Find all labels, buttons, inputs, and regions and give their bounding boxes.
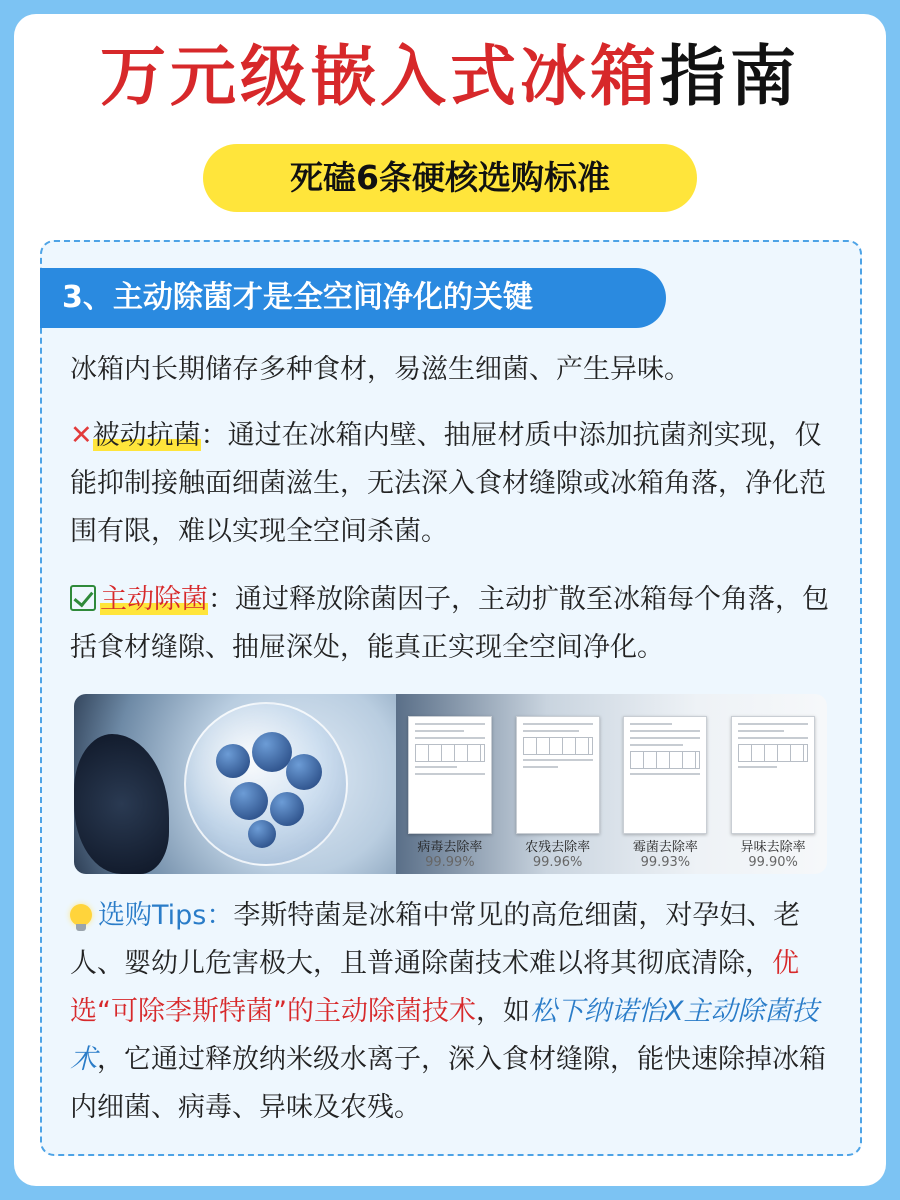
glass-sphere (184, 702, 348, 866)
passive-paragraph (70, 412, 840, 556)
report-card (407, 716, 493, 870)
report-value: 99.90% (748, 855, 798, 870)
active-text: 通过释放除菌因子，主动扩散至冰箱每个角落，包括食材缝隙、抽屉深处，能真正实现全空间净化。 (70, 584, 829, 663)
report-card (622, 716, 708, 870)
test-report-row (396, 694, 827, 874)
report-value: 99.96% (532, 855, 583, 870)
report-card (515, 716, 601, 870)
active-label: 主动除菌 (100, 584, 208, 615)
passive-label: 被动抗菌 (92, 420, 201, 451)
report-label: 霉菌去除率 (632, 840, 698, 855)
report-document (516, 716, 600, 834)
report-label: 农残去除率 (525, 840, 591, 855)
active-colon: ： (208, 584, 235, 615)
report-value: 99.99% (425, 855, 475, 870)
dark-bacteria-shape (74, 734, 169, 874)
report-card (730, 716, 816, 870)
tips-text-3: ，它通过释放纳米级水离子，深入食材缝隙，能快速除掉冰箱内细菌、病毒、异味及农残。 (70, 1044, 826, 1123)
active-paragraph (70, 576, 840, 672)
sterilization-image (74, 694, 827, 874)
report-document (731, 716, 815, 834)
tips-blue-text: 松下纳诺怡X主动除菌技术 (70, 996, 819, 1075)
report-value: 99.93% (640, 855, 691, 870)
subtitle-pill: 死磕6条硬核选购标准 (203, 144, 697, 212)
report-label: 异味去除率 (740, 840, 806, 855)
check-box-icon (70, 585, 96, 611)
tips-red-text: 优选“可除李斯特菌”的主动除菌技术 (70, 948, 799, 1027)
passive-colon: ： (200, 420, 228, 451)
passive-text: 通过在冰箱内壁、抽屉材质中添加抗菌剂实现，仅能抑制接触面细菌滋生，无法深入食材缝隙或冰箱角落，净化范围有限，难以实现全空间杀菌。 (70, 420, 826, 547)
cross-mark-icon: ✕ (70, 420, 93, 451)
title-red-part: 万元级嵌入式冰箱 (100, 38, 660, 115)
light-bulb-icon (70, 904, 92, 926)
tips-label: 选购Tips： (98, 900, 234, 931)
section-header: 3、主动除菌才是全空间净化的关键 (40, 268, 666, 328)
tips-text-1: 李斯特菌是冰箱中常见的高危细菌，对孕妇、老人、婴幼儿危害极大，且普通除菌技术难以将其彻底清除， (70, 900, 801, 979)
page-title (0, 38, 900, 115)
molecule-illustration (74, 694, 396, 874)
tips-text-2: ，如 (475, 996, 530, 1027)
tips-paragraph (70, 892, 840, 1132)
report-document (408, 716, 492, 834)
report-document (623, 716, 707, 834)
intro-text: 冰箱内长期储存多种食材，易滋生细菌、产生异味。 (70, 354, 691, 385)
title-black-part: 指南 (660, 38, 800, 115)
report-label: 病毒去除率 (417, 840, 483, 855)
